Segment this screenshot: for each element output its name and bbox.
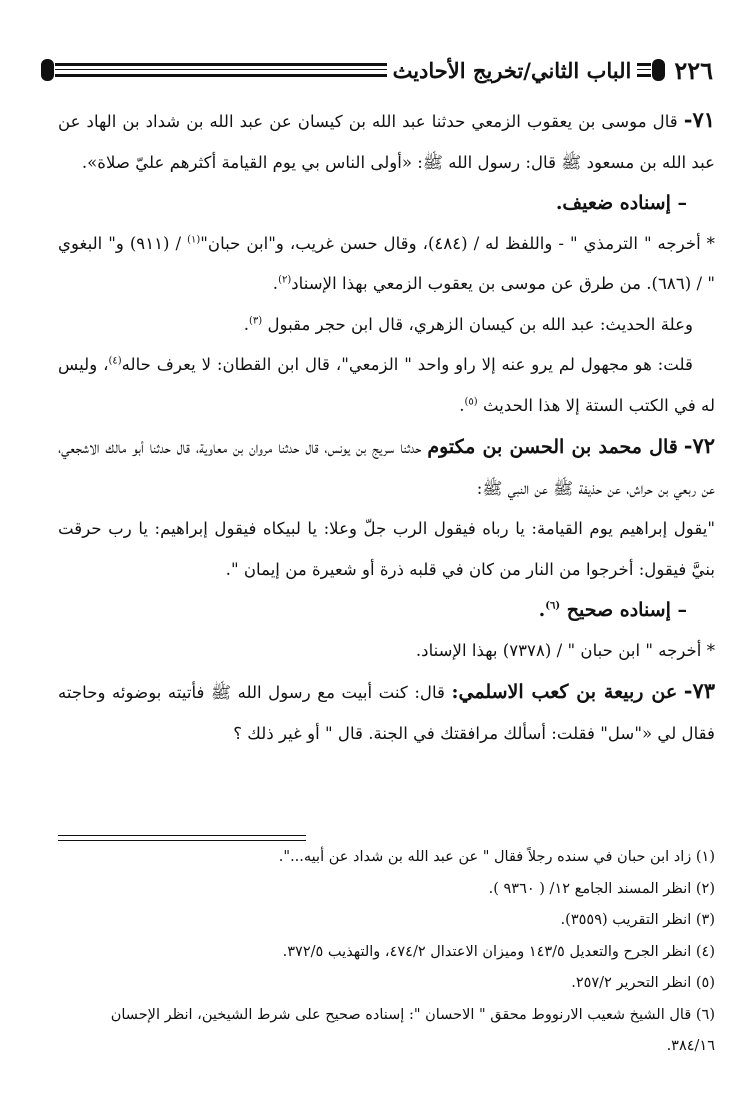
page-number: ٢٢٦ — [674, 55, 713, 85]
footnote-4: (٤) انظر الجرح والتعديل ١٤٣/٥ وميزان الاعتدال ٤٧٤/٢، والتهذيب ٣٧٢/٥. — [282, 943, 715, 960]
hadith-text: حدثنا سريج بن يونس، قال حدثنا مروان بن معاوية، قال حدثنا أبو مالك الاشجعي، عن ربعي بن حراش، عن حذيفة ﷺ عن النبي ﷺ: — [58, 438, 715, 498]
hadith-71 — [58, 100, 715, 183]
ornament-left-knob — [41, 59, 54, 81]
footnote-ref: (٣) — [248, 314, 263, 326]
footnote-divider — [58, 835, 306, 836]
takhrij: * أخرجه " الترمذي " - واللفظ له / (٤٨٤)، وقال حسن غريب، و"ابن حبان"$^{(١)}$ / (٩١١) و" البغوي " / (٦٨٦). من طرق عن موسى بن يعقوب الزمعي بهذا الإسناد$^{(٢)}$. — [58, 233, 715, 293]
chapter-title: الباب الثاني/تخريج الأحاديث — [392, 57, 632, 83]
narrator: قال محمد بن الحسن بن مكتوم — [427, 436, 678, 458]
takhrij-text: * أخرجه " الترمذي " - واللفظ له / (٤٨٤)، وقال حسن غريب، و"ابن حبان" — [200, 233, 715, 253]
ornament-left-bar — [55, 63, 387, 77]
footnote-6: (٦) قال الشيخ شعيب الارنووط محقق " الاحسان ": إسناده صحيح على شرط الشيخين، انظر الإحسان ٣٨٤/١٦. — [110, 1006, 715, 1054]
footnote-1: (١) زاد ابن حبان في سنده رجلاً فقال " عن عبد الله بن شداد عن أبيه...". — [278, 849, 715, 865]
hadith-73 — [58, 671, 715, 754]
footnote-2: (٢) انظر المسند الجامع ١٢/ ( ٩٣٦٠ ). — [488, 880, 715, 897]
takhrij: * أخرجه " ابن حبان " / (٧٣٧٨) بهذا الإسناد. — [415, 640, 715, 660]
footnote-3: (٣) انظر التقريب (٣٥٥٩). — [560, 912, 715, 928]
illa: وعلة الحديث: عبد الله بن كيسان الزهري، قال ابن حجر مقبول $^{(٣)}$. — [243, 314, 693, 334]
hadith-text: قال: كنت أبيت مع رسول الله ﷺ فأتيته بوضوئه وحاجته فقال لي «"سل" فقلت: أسألك مرافقتك في الجنة. قال " أو غير ذلك ؟ — [58, 683, 715, 743]
takhrij-text-cont: / (٩١١) و" البغوي " / (٦٨٦). من طرق عن موسى بن يعقوب الزمعي بهذا الإسناد — [58, 233, 715, 293]
isnad-verdict: – إسناده ضعيف. — [555, 192, 687, 214]
footnote-divider — [58, 840, 306, 841]
footnote-ref: (٥) — [464, 395, 478, 407]
hadith-number: ٧١- — [683, 107, 716, 132]
narrator: عن ربيعة بن كعب الاسلمي: — [451, 681, 678, 703]
ornament-right-bar — [637, 63, 651, 77]
qultu-text-cont: ، وليس له في الكتب الستة إلا هذا الحديث — [58, 355, 715, 415]
footnote-ref: (٤) — [108, 355, 122, 367]
qultu-text: قلت: هو مجهول لم يرو عنه إلا راو واحد " الزمعي"، قال ابن القطان: لا يعرف حاله — [121, 355, 693, 374]
illa-text: وعلة الحديث: عبد الله بن كيسان الزهري، قال ابن حجر مقبول — [267, 314, 693, 334]
verdict-text: – إسناده صحيح — [566, 599, 687, 621]
footnotes — [62, 842, 715, 1063]
page-header — [40, 50, 713, 90]
footnote-ref: (١) — [187, 233, 201, 245]
page-body — [58, 100, 715, 754]
footnote-5: (٥) انظر التحرير ٢٥٧/٢. — [571, 975, 715, 991]
hadith-text: قال موسى بن يعقوب الزمعي حدثنا عبد الله بن كيسان عن عبد الله بن شداد بن الهاد عن عبد الله بن مسعود ﷺ قال: رسول الله ﷺ: «أولى الناس بي يوم القيامة أكثرهم عليّ صلاة». — [58, 112, 715, 172]
qultu: قلت: هو مجهول لم يرو عنه إلا راو واحد " الزمعي"، قال ابن القطان: لا يعرف حاله$^{(٤)}$، وليس له في الكتب الستة إلا هذا الحديث $^{(٥)}$. — [58, 355, 715, 415]
hadith-number: ٧٣- — [683, 678, 715, 703]
ornament-right-knob — [652, 59, 665, 81]
isnad-verdict: – إسناده صحيح $^{(٦)}$. — [538, 599, 687, 621]
hadith-72 — [58, 426, 715, 509]
footnote-ref: (٢) — [278, 274, 292, 286]
footnote-ref: (٦) — [545, 600, 561, 612]
hadith-number: ٧٢- — [683, 433, 715, 458]
hadith-matn: "يقول إبراهيم يوم القيامة: يا رباه فيقول الرب جلّ وعلا: يا لبيكاه فيقول إبراهيم: يا رب حرقت بنيَّ فيقول: أخرجوا من النار من كان في قلبه ذرة أو شعيرة من إيمان ". — [58, 519, 715, 579]
